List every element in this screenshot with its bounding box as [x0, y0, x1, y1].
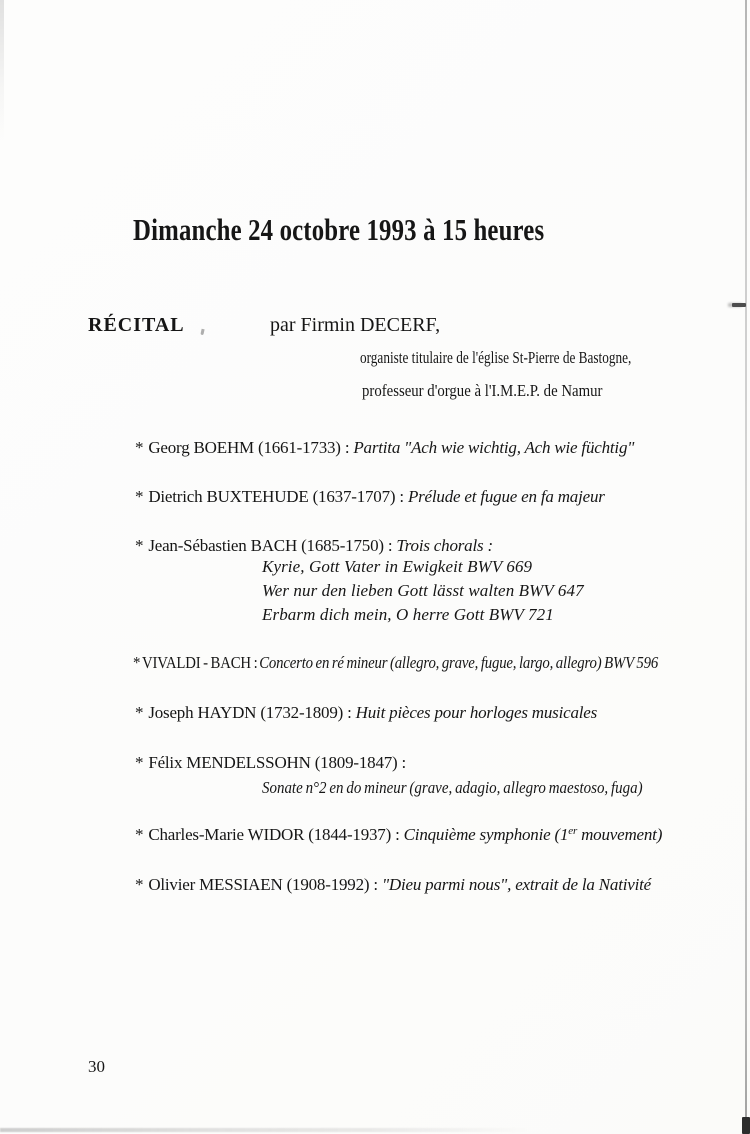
composer-name: Dietrich BUXTEHUDE (1637-1707) : — [148, 487, 404, 506]
composer-name: Jean-Sébastien BACH (1685-1750) : — [148, 536, 393, 555]
program-item-messiaen — [135, 875, 651, 895]
mendelssohn-sonata-line: Sonate n°2 en do mineur (grave, adagio, allegro maestoso, fuga) — [262, 778, 643, 797]
performer-role-organist: organiste titulaire de l'église St-Pierre de Bastogne, — [360, 348, 632, 367]
work-title: Prélude et fugue en fa majeur — [407, 487, 605, 506]
program-item-widor — [135, 825, 662, 845]
work-title: "Dieu parmi nous", extrait de la Nativité — [381, 875, 652, 894]
work-title-end: mouvement) — [577, 825, 663, 844]
program-item-boehm — [135, 438, 634, 458]
page-title: Dimanche 24 octobre 1993 à 15 heures — [133, 212, 545, 247]
composer-name: VIVALDI - BACH : — [141, 653, 258, 672]
scan-bottom-streak — [0, 1128, 530, 1132]
scan-left-smudge — [0, 0, 4, 140]
program-item-vivaldi-bach — [133, 653, 658, 673]
program-item-bach — [135, 536, 493, 556]
composer-name: Georg BOEHM (1661-1733) : — [148, 438, 350, 457]
performer-role-professor: professeur d'orgue à l'I.M.E.P. de Namur — [362, 381, 603, 400]
composer-name: Félix MENDELSSOHN (1809-1847) : — [148, 753, 407, 772]
asterisk-bullet: * — [135, 875, 144, 894]
asterisk-bullet: * — [135, 825, 144, 844]
program-item-haydn — [135, 703, 597, 723]
recital-label: RÉCITAL — [88, 314, 185, 336]
scan-edge-dash — [732, 303, 746, 307]
choral-line-1: Kyrie, Gott Vater in Ewigkeit BWV 669 — [262, 557, 533, 576]
choral-line-3: Erbarm dich mein, O herre Gott BWV 721 — [262, 605, 554, 624]
ordinal-superscript: er — [568, 825, 578, 837]
scan-comma-speck — [200, 329, 204, 335]
performer-line: par Firmin DECERF, — [270, 314, 441, 336]
work-title: Cinquième symphonie (1 — [403, 825, 569, 844]
composer-name: Joseph HAYDN (1732-1809) : — [148, 703, 352, 722]
program-item-buxtehude — [135, 487, 605, 507]
asterisk-bullet: * — [135, 487, 144, 506]
asterisk-bullet: * — [135, 536, 144, 555]
asterisk-bullet: * — [135, 438, 144, 457]
program-item-mendelssohn — [135, 753, 410, 773]
choral-line-2: Wer nur den lieben Gott lässt walten BWV 647 — [262, 581, 584, 600]
scan-edge-line — [745, 0, 747, 1134]
composer-name: Olivier MESSIAEN (1908-1992) : — [148, 875, 378, 894]
scan-corner-mark — [742, 1117, 750, 1134]
page-number: 30 — [88, 1057, 105, 1076]
asterisk-bullet: * — [135, 703, 144, 722]
composer-name: Charles-Marie WIDOR (1844-1937) : — [148, 825, 400, 844]
work-title: Concerto en ré mineur (allegro, grave, fugue, largo, allegro) BWV 596 — [259, 653, 659, 672]
asterisk-bullet: * — [133, 653, 141, 672]
asterisk-bullet: * — [135, 753, 144, 772]
work-title: Trois chorals : — [396, 536, 493, 555]
work-title: Huit pièces pour horloges musicales — [355, 703, 598, 722]
work-title: Partita "Ach wie wichtig, Ach wie füchtig" — [353, 438, 635, 457]
